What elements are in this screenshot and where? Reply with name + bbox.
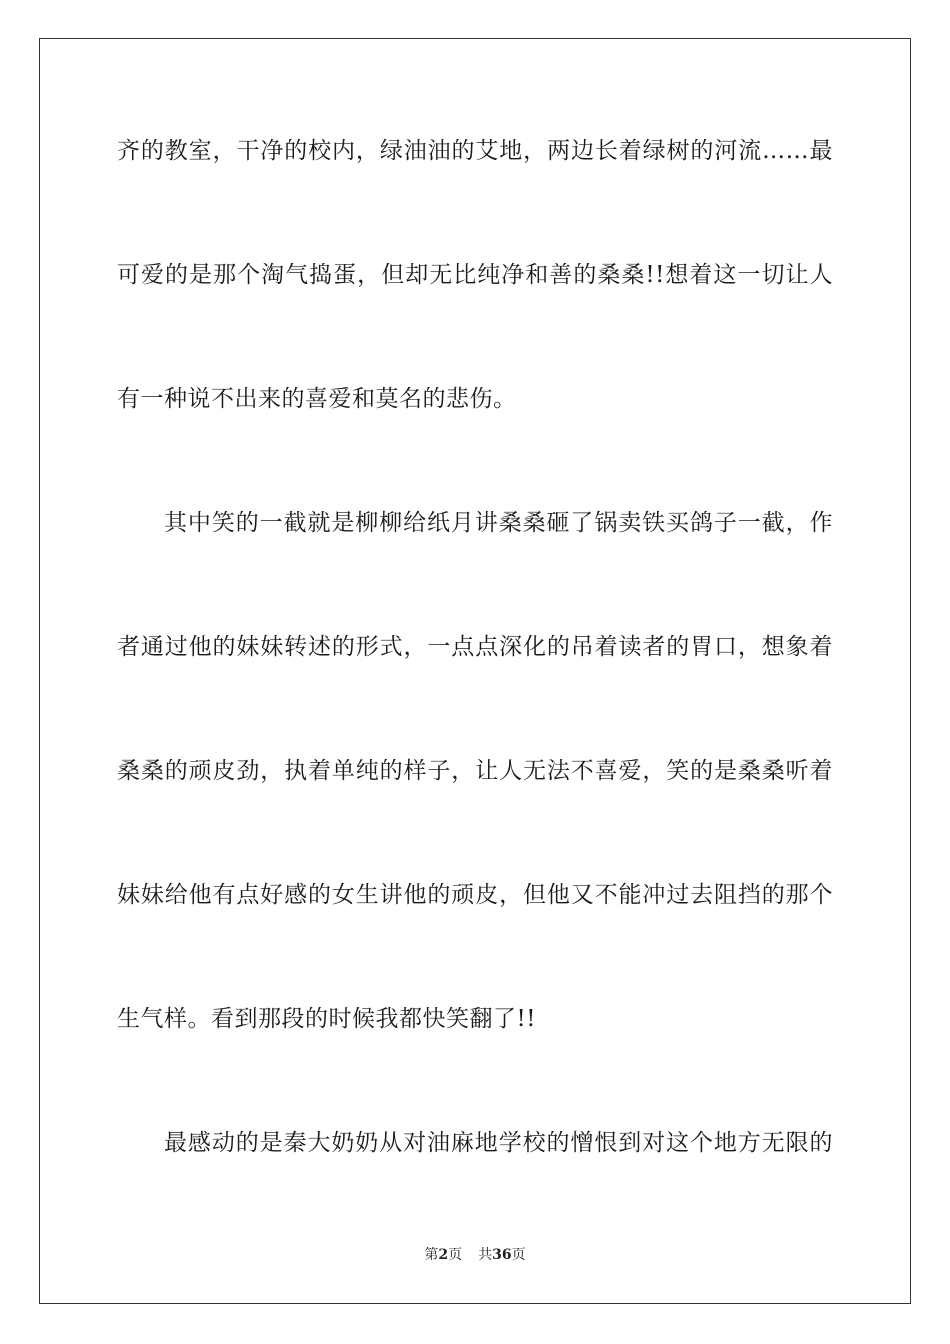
page-number: 2 bbox=[438, 1247, 449, 1263]
page-suffix: 页 bbox=[448, 1247, 463, 1263]
page-footer bbox=[0, 1245, 950, 1265]
text-line-7: 妹妹给他有点好感的女生讲他的顽皮，但他又不能冲过去阻挡的那个 bbox=[117, 882, 833, 908]
text-line-9: 最感动的是秦大奶奶从对油麻地学校的憎恨到对这个地方无限的 bbox=[164, 1130, 833, 1156]
page-prefix: 第 bbox=[424, 1247, 439, 1263]
text-line-4: 其中笑的一截就是柳柳给纸月讲桑桑砸了锅卖铁买鸽子一截，作 bbox=[164, 510, 833, 536]
page-border bbox=[39, 38, 911, 1304]
text-line-1: 齐的教室，干净的校内，绿油油的艾地，两边长着绿树的河流……最 bbox=[117, 138, 833, 164]
text-line-8: 生气样。看到那段的时候我都快笑翻了!! bbox=[117, 1006, 536, 1032]
total-suffix: 页 bbox=[511, 1247, 526, 1263]
text-line-2: 可爱的是那个淘气捣蛋，但却无比纯净和善的桑桑!!想着这一切让人 bbox=[117, 262, 833, 288]
text-line-5: 者通过他的妹妹转述的形式，一点点深化的吊着读者的胃口，想象着 bbox=[117, 634, 833, 660]
total-prefix: 共 bbox=[478, 1247, 493, 1263]
text-line-6: 桑桑的顽皮劲，执着单纯的样子，让人无法不喜爱，笑的是桑桑听着 bbox=[117, 758, 833, 784]
total-pages: 36 bbox=[492, 1247, 512, 1263]
text-line-3: 有一种说不出来的喜爱和莫名的悲伤。 bbox=[117, 386, 517, 412]
